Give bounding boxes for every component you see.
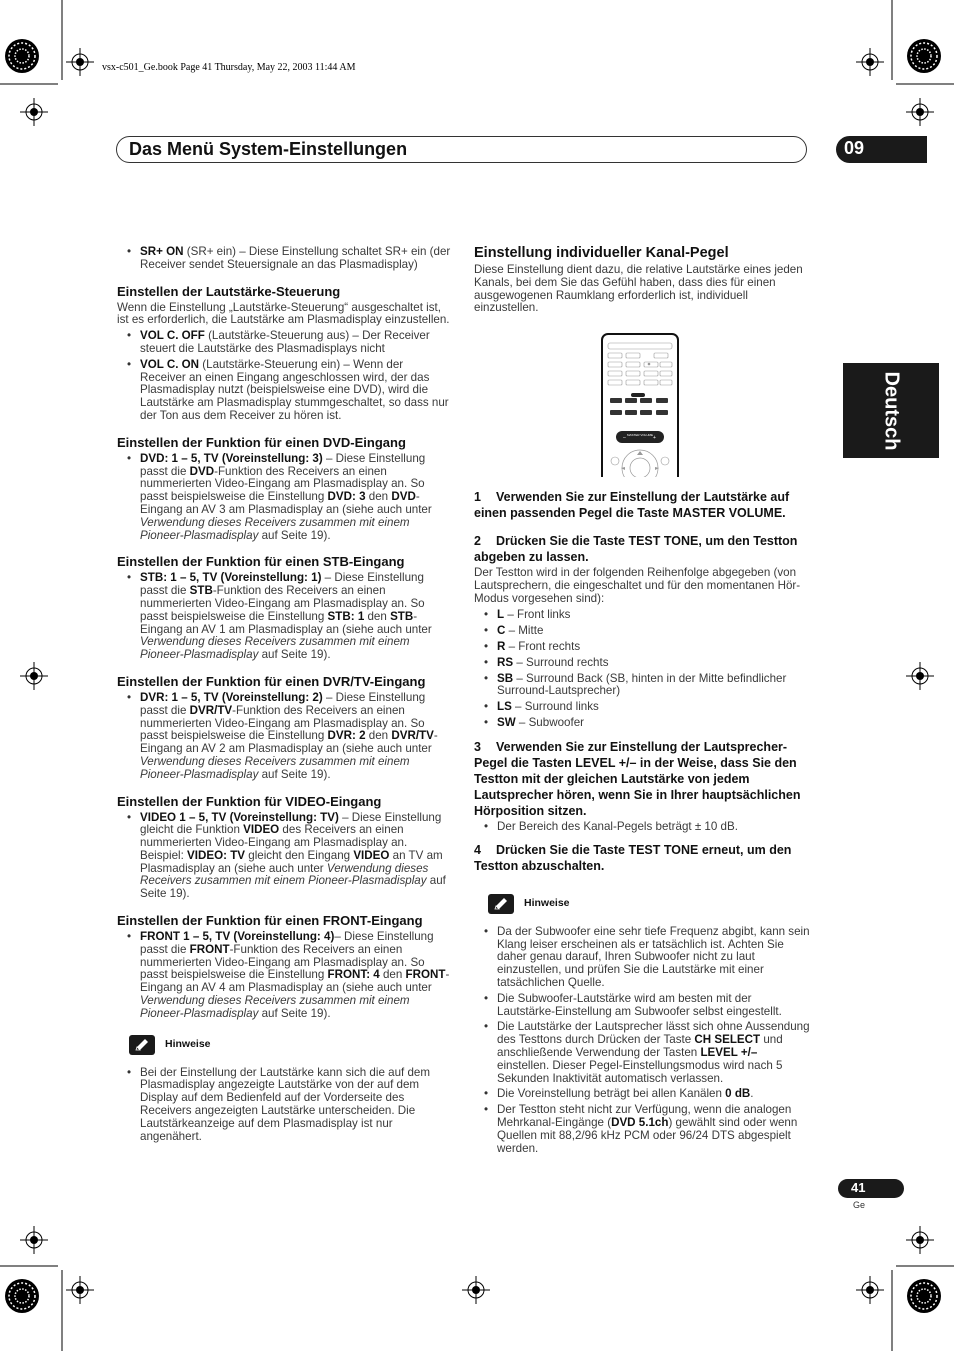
list-item: • DVR: 1 – 5, TV (Voreinstellung: 2) – Diese Einstellung passt die DVR/TV-Funktion des Receivers an einen nummerierten Video-Eingang am Plasmadisplay an. So passt beispielsweise die Einstellung DVR: 2 den DVR/TV-Eingang an AV 2 am Plasmadisplay an (siehe auch unter Verwendung dieses Receivers zusammen mit einem Pioneer-Plasmadisplay auf Seite 19). (117, 692, 451, 782)
svg-text:+: + (653, 435, 656, 442)
note-header (488, 894, 810, 914)
section-heading: Einstellen der Lautstärke-Steuerung (117, 283, 341, 299)
paragraph: Diese Einstellung dient dazu, die relative Lautstärke eines jeden Kanals, bei dem Sie das Gefühl haben, dass dies für einen ausgewogenen Raumklang erforderlich ist, individuell einzustellen. (474, 263, 803, 315)
list-item: • SR+ ON (SR+ ein) – Diese Einstellung schaltet SR+ ein (der Receiver sendet Steuersignale an das Plasmadisplay) (117, 246, 451, 272)
channel-item: • SW – Subwoofer (474, 717, 810, 730)
print-info: vsx-c501_Ge.book Page 41 Thursday, May 22, 2003 11:44 AM (102, 62, 356, 73)
channel-item: • C – Mitte (474, 625, 810, 638)
pencil-icon (488, 894, 514, 914)
video-options (117, 812, 451, 902)
list-item: • Die Lautstärke der Lautsprecher lässt sich ohne Aussendung des Testtons durch Drücken der Taste CH SELECT und anschließende Verwendung der Tasten LEVEL +/– einstellen. Dieser Pegel-Einstellungsmodus wird nach 5 Sekunden Inaktivität automatisch verlassen. (474, 1021, 810, 1085)
list-item: • Da der Subwoofer eine sehr tiefe Frequenz abgibt, kann sein Klang leiser erscheinen als er tatsächlich ist. Achten Sie daher genau darauf, Ihren Subwoofer nicht zu laut einzustellen, und prüfen Sie die Lautstärke mit einer tatsächlichen Quelle. (474, 926, 810, 990)
channel-item: • LS – Surround links (474, 701, 810, 714)
language-tab (843, 363, 939, 458)
note-label: Hinweise (524, 897, 570, 910)
section-heading: Einstellen der Funktion für VIDEO-Eingang (117, 793, 382, 809)
section-heading: Einstellen der Funktion für einen DVR/TV-Eingang (117, 673, 426, 689)
channel-list (474, 609, 810, 731)
section-heading: Einstellen der Funktion für einen FRONT-Eingang (117, 913, 423, 929)
paragraph: Wenn die Einstellung „Lautstärke-Steuerung“ ausgeschaltet ist, ist es erforderlich, die Lautstärke am Plasmadisplay einzustellen. (117, 300, 450, 327)
chapter-number-badge (836, 136, 927, 163)
page-language-code: Ge (853, 1200, 866, 1210)
list-item: • STB: 1 – 5, TV (Voreinstellung: 1) – Diese Einstellung passt die STB-Funktion des Receivers an einen nummerierten Video-Eingang am Plasmadisplay an. So passt beispielsweise die Einstellung STB: 1 den STB-Eingang an AV 1 am Plasmadisplay an (siehe auch unter Verwendung dieses Receivers zusammen mit einem Pioneer-Plasmadisplay auf Seite 19). (117, 572, 451, 662)
list-item: • FRONT 1 – 5, TV (Voreinstellung: 4)– Diese Einstellung passt die FRONT-Funktion des Receivers an einen nummerierten Video-Eingang am Plasmadisplay an. So passt beispielsweise die Einstellung FRONT: 4 den FRONT-Eingang an AV 4 am Plasmadisplay an (siehe auch unter Verwendung dieses Receivers zusammen mit einem Pioneer-Plasmadisplay auf Seite 19). (117, 931, 451, 1021)
step-3: 3 Verwenden Sie zur Einstellung der Lautsprecher-Pegel die Tasten LEVEL +/– in der Weise, dass Sie den Testton mit der gleichen Lautstärke von jedem Lautsprecher hören, wenn Sie in Ihrer hauptsächlichen Hörposition sitzen. (474, 740, 801, 819)
notes-list (117, 1067, 451, 1144)
list-item: • Die Voreinstellung beträgt bei allen Kanälen 0 dB. (474, 1088, 810, 1101)
volume-options (117, 330, 451, 423)
note-label: Hinweise (165, 1038, 211, 1051)
list-item: • Bei der Einstellung der Lautstärke kann sich die auf dem Plasmadisplay angezeigte Lautstärke von der auf dem Display auf dem Bedienfeld auf der Vorderseite des Receivers angezeigten Lautstärke unterscheiden. Die Lautstärkeanzeige auf dem Plasmadisplay ist nur angenähert. (117, 1067, 451, 1144)
step-4: 4 Drücken Sie die Taste TEST TONE erneut, um den Testton abzuschalten. (474, 842, 792, 873)
stb-options (117, 572, 451, 662)
step-2: 2 Drücken Sie die Taste TEST TONE, um den Testton abgeben zu lassen. (474, 534, 798, 565)
language-tab-label: Deutsch (880, 371, 903, 450)
notes-list (474, 926, 810, 1156)
svg-text:–: – (623, 435, 626, 442)
chapter-title-bar (116, 136, 807, 163)
front-options (117, 931, 451, 1021)
remote-control-illustration (601, 333, 679, 477)
channel-item: • RS – Surround rechts (474, 657, 810, 670)
chapter-number: 09 (844, 138, 865, 158)
step-3-notes (474, 821, 810, 834)
list-item: • Die Subwoofer-Lautstärke wird am besten mit der Lautstärke-Einstellung am Subwoofer selbst eingestellt. (474, 993, 810, 1019)
section-heading: Einstellen der Funktion für einen DVD-Eingang (117, 434, 406, 450)
step-1: 1 Verwenden Sie zur Einstellung der Lautstärke auf einen passenden Pegel die Taste MASTER VOLUME. (474, 490, 790, 521)
list-item: • Der Testton steht nicht zur Verfügung, wenn die analogen Mehrkanal-Eingänge (DVD 5.1ch) gewählt sind oder wenn Quellen mit 88,2/96 kHz PCM oder 96/24 DTS abgespielt werden. (474, 1104, 810, 1155)
section-heading: Einstellen der Funktion für einen STB-Eingang (117, 554, 405, 570)
list-item: • VIDEO 1 – 5, TV (Voreinstellung: TV) – Diese Einstellung gleicht die Funktion VIDEO des Receivers an einen nummerierten Video-Eingang am Plasmadisplay an. Beispiel: VIDEO: TV gleicht den Eingang VIDEO an TV am Plasmadisplay an (siehe auch unter Verwendung dieses Receivers zusammen mit einem Pioneer-Plasmadisplay auf Seite 19). (117, 812, 451, 902)
page-number: 41 (851, 1180, 866, 1195)
left-column (117, 246, 451, 1146)
channel-item: • R – Front rechts (474, 641, 810, 654)
channel-item: • SB – Surround Back (SB, hinten in der Mitte befindlicher Surround-Lautsprecher) (474, 673, 810, 699)
srplus-list (117, 246, 451, 272)
dvd-options (117, 453, 451, 543)
list-item: • Der Bereich des Kanal-Pegels beträgt ± 10 dB. (474, 821, 810, 834)
list-item: • VOL C. OFF (Lautstärke-Steuerung aus) – Der Receiver steuert die Lautstärke des Plasmadisplays nicht (117, 330, 451, 356)
paragraph: Der Testton wird in der folgenden Reihenfolge abgegeben (von Lautsprechern, die eingeschaltet und für den momentanen Hör-Modus vorgesehen sind): (474, 566, 801, 605)
list-item: • VOL C. ON (Lautstärke-Steuerung ein) – Wenn der Receiver an einen Eingang angeschlossen wird, der das Plasmadisplay nutzt (beispielsweise eine DVD), wird die Lautstärke am Plasmadisplay stummgeschaltet, so dass nur der Ton aus dem Receiver zu hören ist. (117, 359, 451, 423)
channel-item: • L – Front links (474, 609, 810, 622)
pencil-icon (129, 1035, 155, 1055)
remote-master-volume-label: MASTER VOLUME (626, 433, 654, 438)
dvr-options (117, 692, 451, 782)
right-column (474, 246, 810, 1158)
page-title: Das Menü System-Einstellungen (129, 139, 408, 159)
note-header (129, 1035, 451, 1055)
list-item: • DVD: 1 – 5, TV (Voreinstellung: 3) – Diese Einstellung passt die DVD-Funktion des Receivers an einen nummerierten Video-Eingang am Plasmadisplay an. So passt beispielsweise die Einstellung DVD: 3 den DVD-Eingang an AV 3 am Plasmadisplay an (siehe auch unter Verwendung dieses Receivers zusammen mit einem Pioneer-Plasmadisplay auf Seite 19). (117, 453, 451, 543)
page-number-badge (838, 1179, 904, 1198)
section-heading: Einstellung individueller Kanal-Pegel (474, 245, 729, 261)
